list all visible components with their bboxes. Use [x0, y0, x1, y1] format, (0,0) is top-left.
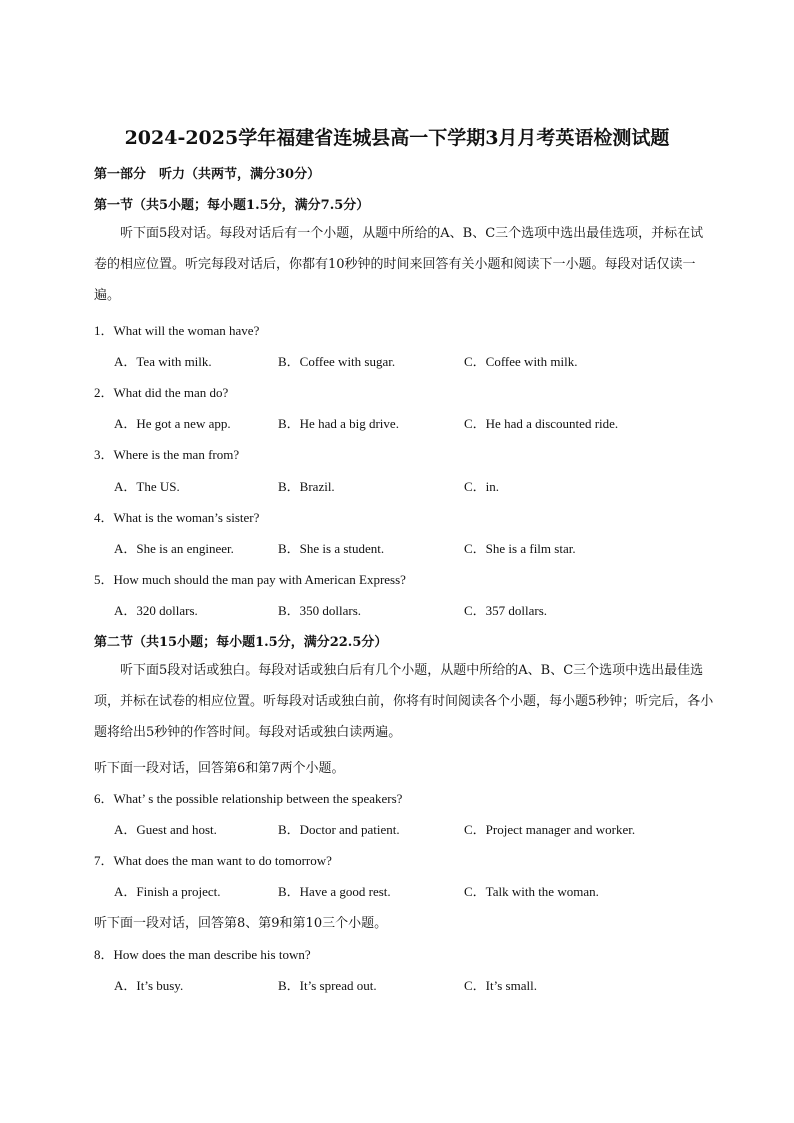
- option-1b: B．Coffee with sugar.: [278, 354, 396, 369]
- options-2: [114, 413, 734, 433]
- option-7b: B．Have a good rest.: [278, 884, 391, 899]
- listening-note-1: 听下面一段对话，回答第6和第7两个小题。: [94, 761, 345, 776]
- options-8: [114, 975, 734, 995]
- question-4: 4．What is the woman’s sister?: [94, 510, 260, 525]
- section2-instructions: [94, 655, 714, 748]
- option-7a: A．Finish a project.: [114, 884, 221, 899]
- question-8: 8．How does the man describe his town?: [94, 947, 311, 962]
- option-4a: A．She is an engineer.: [114, 541, 234, 556]
- listening-note-2: 听下面一段对话，回答第8、第9和第10三个小题。: [94, 916, 388, 931]
- section1-instructions-text: 听下面5段对话。每段对话后有一个小题，从题中所给的A、B、C三个选项中选出最佳选项，并标在试卷的相应位置。听完每段对话后，你都有10秒钟的时间来回答有关小题和阅读下一小题。每段对话仅读一遍。: [94, 226, 704, 303]
- section2-heading: 第二节（共15小题；每小题1.5分，满分22.5分）: [94, 635, 388, 650]
- options-7: [114, 881, 734, 901]
- option-8b: B．It’s spread out.: [278, 978, 377, 993]
- option-3c: C．in.: [464, 479, 500, 494]
- option-5c: C．357 dollars.: [464, 603, 548, 618]
- option-2c: C．He had a discounted ride.: [464, 416, 619, 431]
- question-1: 1．What will the woman have?: [94, 323, 260, 338]
- question-2: 2．What did the man do?: [94, 385, 229, 400]
- option-7c: C．Talk with the woman.: [464, 884, 599, 899]
- question-5: 5．How much should the man pay with American Express?: [94, 572, 406, 587]
- option-8c: C．It’s small.: [464, 978, 537, 993]
- option-6b: B．Doctor and patient.: [278, 822, 400, 837]
- options-3: [114, 476, 734, 496]
- question-3: 3．Where is the man from?: [94, 447, 240, 462]
- option-5a: A．320 dollars.: [114, 603, 198, 618]
- option-4b: B．She is a student.: [278, 541, 385, 556]
- option-6a: A．Guest and host.: [114, 822, 217, 837]
- option-6c: C．Project manager and worker.: [464, 822, 636, 837]
- question-6: 6．What’ s the possible relationship between the speakers?: [94, 791, 403, 806]
- options-5: [114, 600, 734, 620]
- section1-instructions: [94, 218, 714, 311]
- option-5b: B．350 dollars.: [278, 603, 362, 618]
- option-4c: C．She is a film star.: [464, 541, 576, 556]
- option-3b: B．Brazil.: [278, 479, 335, 494]
- options-6: [114, 819, 734, 839]
- option-1a: A．Tea with milk.: [114, 354, 212, 369]
- option-2a: A．He got a new app.: [114, 416, 231, 431]
- page-title: 2024-2025学年福建省连城县高一下学期3月月考英语检测试题: [124, 127, 670, 149]
- part1-heading: 第一部分 听力（共两节，满分30分）: [94, 167, 321, 182]
- option-3a: A．The US.: [114, 479, 180, 494]
- option-2b: B．He had a big drive.: [278, 416, 399, 431]
- option-8a: A．It’s busy.: [114, 978, 184, 993]
- options-4: [114, 538, 734, 558]
- section1-heading: 第一节（共5小题；每小题1.5分，满分7.5分）: [94, 198, 370, 213]
- option-1c: C．Coffee with milk.: [464, 354, 578, 369]
- section2-instructions-text: 听下面5段对话或独白。每段对话或独白后有几个小题，从题中所给的A、B、C三个选项中选出最佳选项，并标在试卷的相应位置。听每段对话或独白前，你将有时间阅读各个小题，每小题5秒钟；听完后，各小题将给出5秒钟的作答时间。每段对话或独白读两遍。: [94, 663, 714, 740]
- question-7: 7．What does the man want to do tomorrow?: [94, 853, 332, 868]
- options-1: [114, 351, 734, 371]
